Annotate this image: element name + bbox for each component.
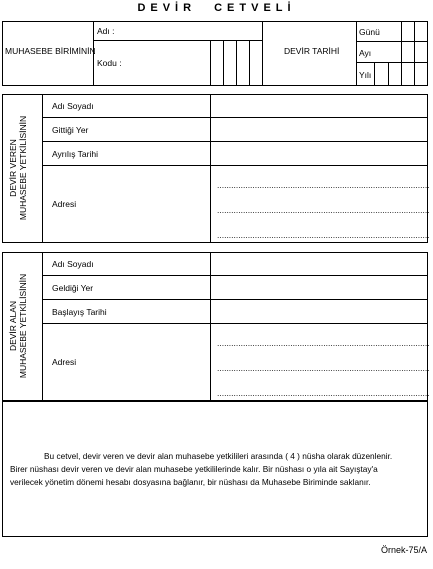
- code-box-divider: [236, 41, 237, 86]
- note-line-1: Bu cetvel, devir veren ve devir alan muhasebe yetkilileri arasında ( 4 ) nüsha olarak düzenlenir.: [44, 451, 393, 461]
- giver-side-label-2: MUHASEBE YETKİLİSİNİN: [18, 115, 28, 221]
- year-box-divider: [414, 63, 415, 86]
- form-number: Örnek-75/A: [380, 545, 427, 555]
- day-label: Günü: [359, 27, 380, 37]
- code-box-divider: [249, 41, 250, 86]
- day-box-divider: [414, 21, 415, 63]
- receiver-start-date-label: Başlayış Tarihi: [52, 307, 107, 317]
- code-box-divider: [210, 41, 211, 86]
- code-label: Kodu :: [97, 58, 122, 68]
- code-box-divider: [223, 41, 224, 86]
- receiver-name-label: Adı Soyadı: [52, 259, 94, 269]
- month-label: Ayı: [359, 48, 372, 58]
- receiver-address-line: ..........................................................................................: [217, 388, 430, 398]
- year-box-divider: [388, 63, 389, 86]
- name-label: Adı :: [97, 26, 115, 36]
- page-title: DEVİR CETVELİ: [137, 2, 296, 14]
- giver-address-label: Adresi: [52, 199, 77, 209]
- giver-address-line: ..........................................................................................: [217, 230, 430, 240]
- year-label: Yılı: [359, 70, 372, 80]
- unit-label: MUHASEBE BİRİMİNİN: [5, 46, 96, 56]
- receiver-address-label: Adresi: [52, 357, 77, 367]
- giver-row-line: [43, 142, 428, 166]
- day-box-divider: [401, 21, 402, 63]
- receiver-address-line: ..........................................................................................: [217, 363, 430, 373]
- receiver-origin-label: Geldiği Yer: [52, 283, 94, 293]
- giver-row-line: [43, 118, 428, 142]
- note-text: [10, 450, 422, 489]
- year-box-divider: [401, 63, 402, 86]
- note-line-2: Birer nüshası devir veren ve devir alan muhasebe yetkililerinde kalır. Bir nüshası o yıla ait Sayıştay'a: [10, 464, 378, 474]
- note-line-3: verilecek yönetim dönemi hesabı dosyasına bağlanır, bir nüshası da Muhasebe Biriminde saklanır.: [10, 477, 371, 487]
- date-label: DEVİR TARİHİ: [284, 46, 340, 56]
- giver-destination-label: Gittiği Yer: [52, 125, 89, 135]
- giver-leave-date-label: Ayrılış Tarihi: [52, 149, 98, 159]
- receiver-side-label-1: DEVİR ALAN: [8, 300, 18, 352]
- receiver-side-label-2: MUHASEBE YETKİLİSİNİN: [18, 273, 28, 379]
- giver-address-line: ..........................................................................................: [217, 180, 430, 190]
- giver-side-label-1: DEVİR VEREN: [8, 139, 18, 197]
- receiver-row-line: [43, 252, 428, 276]
- receiver-address-line: ..........................................................................................: [217, 338, 430, 348]
- giver-address-line: ..........................................................................................: [217, 205, 430, 215]
- year-box-divider: [374, 63, 375, 86]
- receiver-row-line: [43, 276, 428, 300]
- date-cell-divider: [262, 21, 263, 86]
- name-row: [94, 21, 262, 41]
- giver-row-line: [43, 94, 428, 118]
- giver-name-label: Adı Soyadı: [52, 101, 94, 111]
